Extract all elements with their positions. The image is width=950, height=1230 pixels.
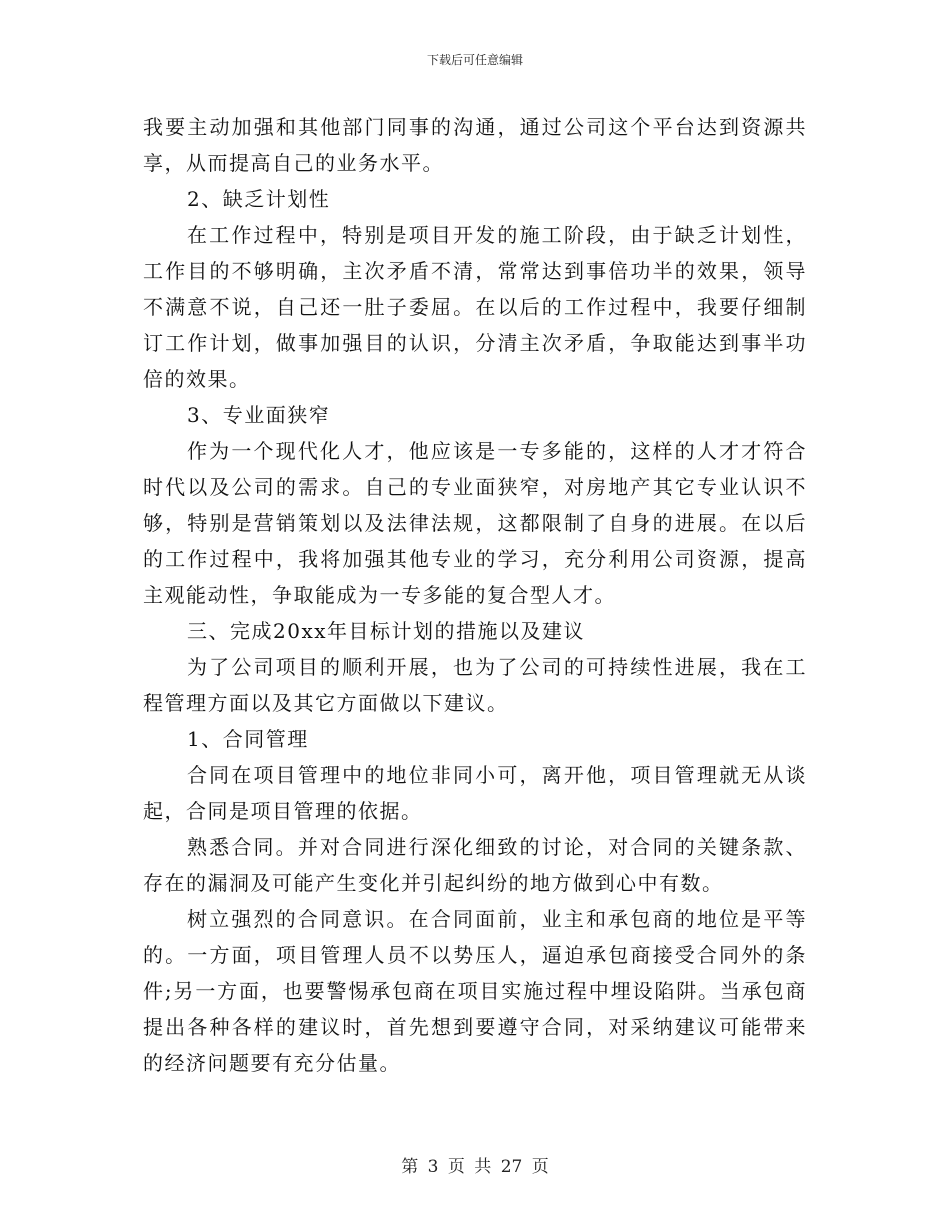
paragraph-continuation: 我要主动加强和其他部门同事的沟通，通过公司这个平台达到资源共享，从而提高自己的业务水平。 (143, 115, 807, 175)
paragraph-contract-familiarity: 熟悉合同。并对合同进行深化细致的讨论，对合同的关键条款、存在的漏洞及可能产生变化并引起纠纷的地方做到心中有数。 (143, 835, 807, 895)
page-header: 下载后可任意编辑 (426, 53, 523, 67)
page-number-footer: 第 3 页 共 27 页 (401, 1157, 549, 1177)
section-heading-measures: 三、完成20xx年目标计划的措施以及建议 (187, 619, 586, 643)
paragraph-measures-intro: 为了公司项目的顺利开展，也为了公司的可持续性进展，我在工程管理方面以及其它方面做以下建议。 (143, 655, 807, 715)
paragraph-planning: 在工作过程中，特别是项目开发的施工阶段，由于缺乏计划性，工作目的不够明确，主次矛盾不清，常常达到事倍功半的效果，领导不满意不说，自己还一肚子委屈。在以后的工作过程中，我要仔细制订工作计划，做事加强目的认识，分清主次矛盾，争取能达到事半功倍的效果。 (143, 223, 807, 391)
section-heading-planning: 2、缺乏计划性 (187, 187, 331, 211)
document-body (143, 109, 807, 1081)
paragraph-contract-role: 合同在项目管理中的地位非同小可，离开他，项目管理就无从谈起，合同是项目管理的依据。 (143, 763, 807, 823)
paragraph-contract-awareness: 树立强烈的合同意识。在合同面前，业主和承包商的地位是平等的。一方面，项目管理人员不以势压人，逼迫承包商接受合同外的条件;另一方面，也要警惕承包商在项目实施过程中埋设陷阱。当承包商提出各种各样的建议时，首先想到要遵守合同，对采纳建议可能带来的经济问题要有充分估量。 (143, 907, 807, 1075)
paragraph-specialty: 作为一个现代化人才，他应该是一专多能的，这样的人才才符合时代以及公司的需求。自己的专业面狭窄，对房地产其它专业认识不够，特别是营销策划以及法律法规，这都限制了自身的进展。在以后的工作过程中，我将加强其他专业的学习，充分利用公司资源，提高主观能动性，争取能成为一专多能的复合型人才。 (143, 439, 807, 607)
section-heading-contract: 1、合同管理 (187, 727, 309, 751)
section-heading-specialty: 3、专业面狭窄 (187, 403, 331, 427)
